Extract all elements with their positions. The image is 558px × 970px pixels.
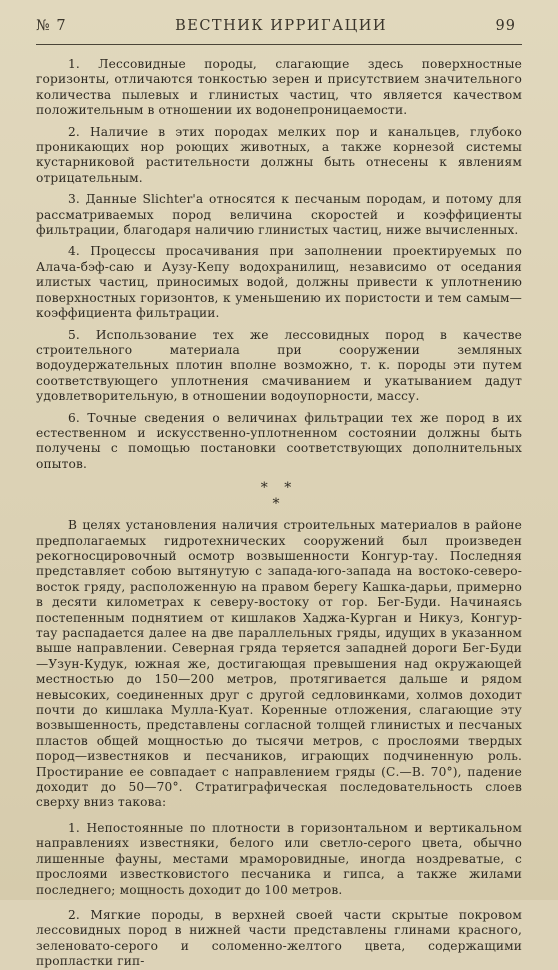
separator-star-bottom: *	[272, 496, 286, 513]
paragraph: 2. Мягкие породы, в верхней своей части скрытые покровом лессовидных пород в нижней части представлены глинами красного, зеленовато-серого и соломенно-желтого цвета, содержащими пропластки гип-	[36, 907, 522, 969]
paragraph: 2. Наличие в этих породах мелких пор и канальцев, глубоко проникающих нор роющих животных, а также корнезой системы кустарниковой растительности должны быть отнесены к явлениям отрицательным.	[36, 124, 522, 185]
article-body	[36, 57, 522, 970]
section-separator	[36, 480, 522, 513]
page-header	[36, 18, 522, 42]
page-number: 99	[495, 18, 516, 34]
header-rule	[36, 44, 522, 45]
paragraph: 3. Данные Slichter'а относятся к песчаным породам, и потому для рассматриваемых пород величина скоростей и коэффициенты фильтрации, благодаря наличию глинистых частиц, ниже вычисленных.	[36, 192, 522, 238]
paragraph: 1. Непостоянные по плотности в горизонтальном и вертикальном направлениях известняки, белого или светло-серого цвета, обычно лишенные фауны, местами мраморовидные, иногда ноздреватые, с прослоями известковистого песчаника и гипса, а также жилами последнего; мощность доходит до 100 метров.	[36, 820, 522, 897]
paragraph: 1. Лессовидные породы, слагающие здесь поверхностные горизонты, отличаются тонкостью зерен и присутствием значительного количества пылевых и глинистых частиц, что является качеством положительным в отношении их водонепроницаемости.	[36, 57, 522, 118]
journal-title: ВЕСТНИК ИРРИГАЦИИ	[175, 18, 388, 34]
issue-number: № 7	[36, 18, 67, 34]
paragraph: В целях установления наличия строительных материалов в районе предполагаемых гидротехнических сооружений был произведен рекогносцировочный осмотр возвышенности Конгур-тау. Последняя представляет собою вытянутую с запада-юго-запада на востоко-северо-восток гряду, расположенную на правом берегу Кашка-дарьи, примерно в десяти километрах к северу-востоку от гор. Бег-Буди. Начинаясь постепенным поднятием от кишлаков Хаджа-Курган и Никуз, Конгур-тау распадается далее на две параллельных гряды, идущих в указанном выше направлении. Северная гряда теряется западней дороги Бег-Буди—Узун-Кудук, южная же, достигающая превышения над окружающей местностью до 150—200 метров, протягивается дальше и рядом невысоких, соединенных друг с другой седловинками, холмов доходит почти до кишлака Мулла-Куат. Коренные отложения, слагающие эту возвышенность, представлены согласной толщей глинистых и песчаных пластов общей мощностью до тысячи метров, с прослоями твердых пород—известняков и песчаников, играющих подчиненную роль. Простирание ее совпадает с направлением гряды (С.—В. 70°), падение доходит до 50—70°. Стратиграфическая последовательность слоев сверху вниз такова:	[36, 518, 522, 810]
separator-stars-top: * *	[260, 480, 298, 497]
paragraph: 6. Точные сведения о величинах фильтрации тех же пород в их естественном и искусственно-уплотненном состоянии должны быть получены с помощью постановки соответствующих дополнительных опытов.	[36, 410, 522, 471]
paragraph: 4. Процессы просачивания при заполнении проектируемых по Алача-бэф-саю и Аузу-Кепу водохранилищ, независимо от оседания илистых частиц, приносимых водой, должны привести к уплотнению поверхностных горизонтов, к уменьшению их пористости и тем самым—коэффициента фильтрации.	[36, 244, 522, 321]
paragraph: 5. Использование тех же лессовидных пород в качестве строительного материала при сооружении земляных водоудержательных плотин вполне возможно, т. к. породы эти путем соответствующего уплотнения смачиванием и укатыванием дадут удовлетворительную, в отношении водоупорности, массу.	[36, 327, 522, 404]
